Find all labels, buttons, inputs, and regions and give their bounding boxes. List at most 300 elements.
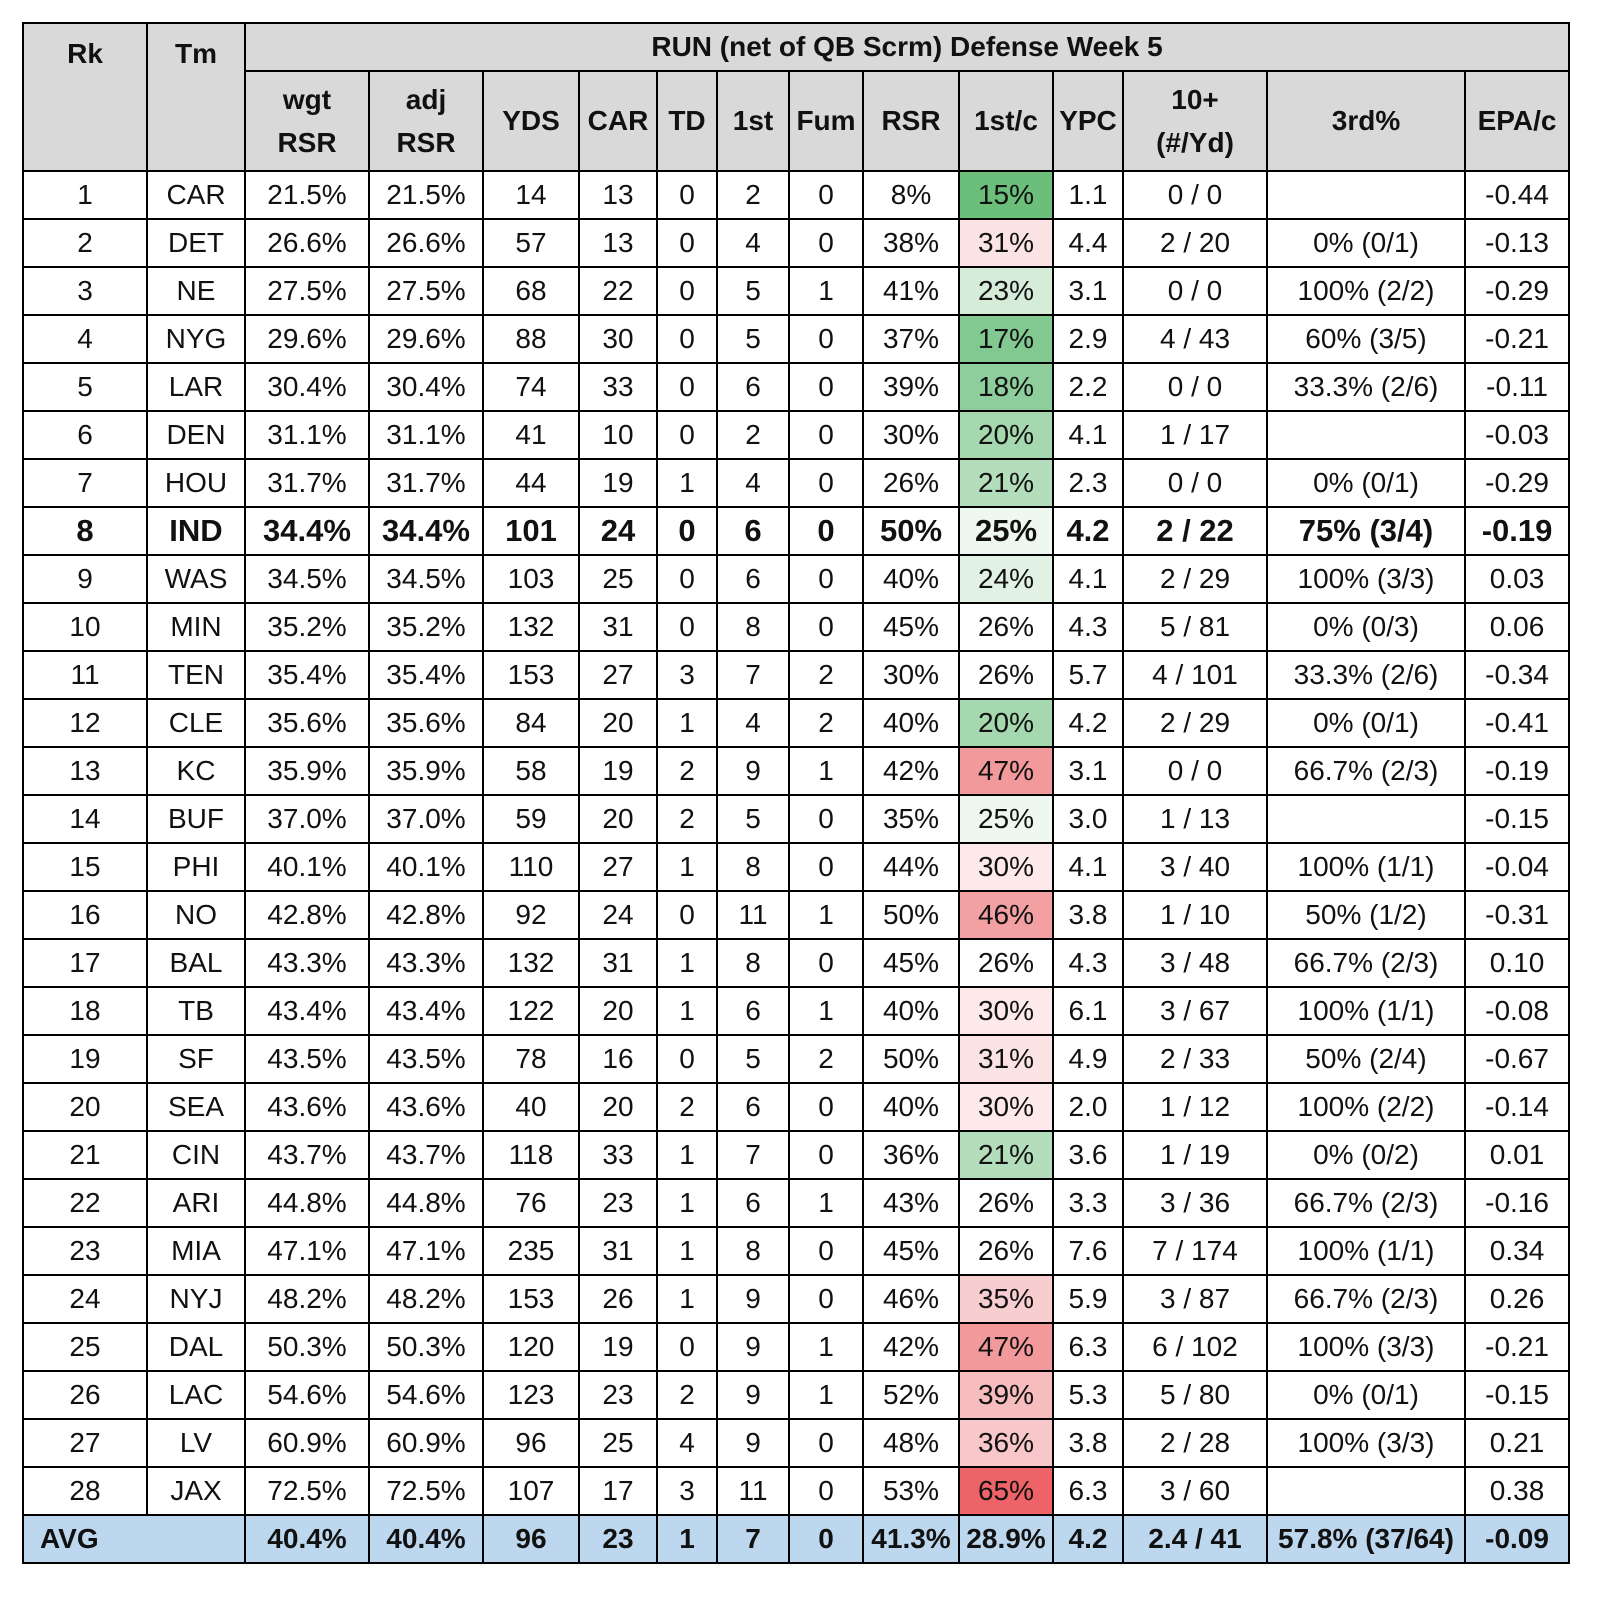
cell-1st-per-carry: 25% — [959, 795, 1053, 843]
cell-rank: 12 — [23, 699, 147, 747]
cell-10-plus: 2 / 29 — [1123, 699, 1267, 747]
cell-adj-rsr: 43.7% — [369, 1131, 483, 1179]
cell-fum: 2 — [789, 699, 863, 747]
cell-3rd-pct: 66.7% (2/3) — [1267, 747, 1465, 795]
cell-fum: 1 — [789, 267, 863, 315]
cell-epa-per-carry: 0.06 — [1465, 603, 1569, 651]
cell-1st: 7 — [717, 1131, 789, 1179]
col-header-fum: Fum — [789, 71, 863, 171]
cell-1st: 9 — [717, 1419, 789, 1467]
cell-yds: 132 — [483, 603, 579, 651]
cell-car: 17 — [579, 1467, 657, 1515]
cell-td: 1 — [657, 699, 717, 747]
cell-car: 19 — [579, 1323, 657, 1371]
run-defense-table — [22, 22, 1570, 1564]
cell-10-plus: 3 / 87 — [1123, 1275, 1267, 1323]
cell-team: TEN — [147, 651, 245, 699]
cell-wgt-rsr: 54.6% — [245, 1371, 369, 1419]
cell-3rd-pct: 100% (3/3) — [1267, 1323, 1465, 1371]
avg-rsr: 41.3% — [863, 1515, 959, 1563]
cell-td: 1 — [657, 1179, 717, 1227]
cell-team: NE — [147, 267, 245, 315]
cell-ypc: 7.6 — [1053, 1227, 1123, 1275]
cell-rank: 3 — [23, 267, 147, 315]
cell-yds: 120 — [483, 1323, 579, 1371]
cell-wgt-rsr: 43.7% — [245, 1131, 369, 1179]
cell-car: 33 — [579, 1131, 657, 1179]
cell-fum: 1 — [789, 891, 863, 939]
cell-epa-per-carry: 0.01 — [1465, 1131, 1569, 1179]
cell-1st-per-carry: 39% — [959, 1371, 1053, 1419]
cell-car: 30 — [579, 315, 657, 363]
cell-3rd-pct: 60% (3/5) — [1267, 315, 1465, 363]
cell-car: 24 — [579, 891, 657, 939]
cell-1st-per-carry: 15% — [959, 171, 1053, 219]
cell-car: 24 — [579, 507, 657, 555]
cell-ypc: 3.6 — [1053, 1131, 1123, 1179]
cell-td: 0 — [657, 555, 717, 603]
cell-td: 1 — [657, 459, 717, 507]
cell-3rd-pct: 66.7% (2/3) — [1267, 1179, 1465, 1227]
table-row — [23, 843, 1569, 891]
cell-ypc: 4.1 — [1053, 555, 1123, 603]
cell-ypc: 4.3 — [1053, 939, 1123, 987]
cell-1st-per-carry: 26% — [959, 1227, 1053, 1275]
table-row — [23, 555, 1569, 603]
cell-td: 1 — [657, 939, 717, 987]
cell-10-plus: 4 / 101 — [1123, 651, 1267, 699]
cell-yds: 57 — [483, 219, 579, 267]
cell-wgt-rsr: 43.6% — [245, 1083, 369, 1131]
cell-yds: 74 — [483, 363, 579, 411]
cell-10-plus: 4 / 43 — [1123, 315, 1267, 363]
cell-wgt-rsr: 35.4% — [245, 651, 369, 699]
cell-3rd-pct — [1267, 411, 1465, 459]
table-row — [23, 507, 1569, 555]
cell-fum: 0 — [789, 1131, 863, 1179]
cell-td: 3 — [657, 651, 717, 699]
cell-yds: 84 — [483, 699, 579, 747]
cell-3rd-pct: 66.7% (2/3) — [1267, 939, 1465, 987]
cell-wgt-rsr: 35.2% — [245, 603, 369, 651]
cell-10-plus: 3 / 60 — [1123, 1467, 1267, 1515]
cell-epa-per-carry: -0.67 — [1465, 1035, 1569, 1083]
col-header-rsr: RSR — [863, 71, 959, 171]
cell-wgt-rsr: 37.0% — [245, 795, 369, 843]
cell-10-plus: 7 / 174 — [1123, 1227, 1267, 1275]
cell-ypc: 4.4 — [1053, 219, 1123, 267]
cell-1st-per-carry: 47% — [959, 747, 1053, 795]
table-row — [23, 1035, 1569, 1083]
cell-team: CIN — [147, 1131, 245, 1179]
cell-10-plus: 1 / 12 — [1123, 1083, 1267, 1131]
cell-car: 23 — [579, 1371, 657, 1419]
cell-rank: 1 — [23, 171, 147, 219]
cell-adj-rsr: 35.2% — [369, 603, 483, 651]
cell-car: 20 — [579, 1083, 657, 1131]
cell-1st-per-carry: 25% — [959, 507, 1053, 555]
cell-car: 27 — [579, 651, 657, 699]
cell-epa-per-carry: -0.31 — [1465, 891, 1569, 939]
cell-team: BUF — [147, 795, 245, 843]
col-header-1st: 1st — [717, 71, 789, 171]
cell-td: 0 — [657, 891, 717, 939]
cell-1st-per-carry: 26% — [959, 651, 1053, 699]
cell-fum: 1 — [789, 1179, 863, 1227]
cell-adj-rsr: 35.9% — [369, 747, 483, 795]
cell-1st-per-carry: 35% — [959, 1275, 1053, 1323]
table-row — [23, 411, 1569, 459]
cell-1st: 6 — [717, 1083, 789, 1131]
cell-rsr: 44% — [863, 843, 959, 891]
cell-yds: 41 — [483, 411, 579, 459]
table-row — [23, 747, 1569, 795]
cell-td: 0 — [657, 1035, 717, 1083]
cell-td: 3 — [657, 1467, 717, 1515]
cell-1st: 5 — [717, 267, 789, 315]
cell-rank: 14 — [23, 795, 147, 843]
cell-team: DET — [147, 219, 245, 267]
cell-ypc: 4.3 — [1053, 603, 1123, 651]
cell-1st-per-carry: 31% — [959, 1035, 1053, 1083]
cell-ypc: 5.7 — [1053, 651, 1123, 699]
cell-rsr: 40% — [863, 555, 959, 603]
cell-10-plus: 2 / 20 — [1123, 219, 1267, 267]
cell-td: 0 — [657, 411, 717, 459]
cell-rsr: 48% — [863, 1419, 959, 1467]
col-header-tm: Tm — [147, 23, 245, 171]
col-header-epa-per-carry: EPA/c — [1465, 71, 1569, 171]
cell-car: 27 — [579, 843, 657, 891]
cell-fum: 0 — [789, 459, 863, 507]
cell-ypc: 2.2 — [1053, 363, 1123, 411]
avg-fum: 0 — [789, 1515, 863, 1563]
cell-td: 4 — [657, 1419, 717, 1467]
cell-1st-per-carry: 36% — [959, 1419, 1053, 1467]
cell-10-plus: 1 / 10 — [1123, 891, 1267, 939]
cell-ypc: 3.1 — [1053, 267, 1123, 315]
cell-adj-rsr: 27.5% — [369, 267, 483, 315]
table-row — [23, 1467, 1569, 1515]
cell-adj-rsr: 37.0% — [369, 795, 483, 843]
cell-ypc: 3.0 — [1053, 795, 1123, 843]
table-row — [23, 795, 1569, 843]
cell-1st: 4 — [717, 459, 789, 507]
cell-adj-rsr: 43.5% — [369, 1035, 483, 1083]
cell-wgt-rsr: 43.4% — [245, 987, 369, 1035]
cell-wgt-rsr: 50.3% — [245, 1323, 369, 1371]
cell-1st-per-carry: 30% — [959, 843, 1053, 891]
cell-wgt-rsr: 27.5% — [245, 267, 369, 315]
cell-epa-per-carry: -0.08 — [1465, 987, 1569, 1035]
cell-yds: 68 — [483, 267, 579, 315]
table-header — [23, 23, 1569, 171]
avg-car: 23 — [579, 1515, 657, 1563]
cell-yds: 107 — [483, 1467, 579, 1515]
cell-epa-per-carry: -0.11 — [1465, 363, 1569, 411]
cell-fum: 0 — [789, 1419, 863, 1467]
cell-rank: 6 — [23, 411, 147, 459]
cell-epa-per-carry: -0.13 — [1465, 219, 1569, 267]
cell-adj-rsr: 43.4% — [369, 987, 483, 1035]
cell-3rd-pct: 100% (3/3) — [1267, 1419, 1465, 1467]
cell-adj-rsr: 34.4% — [369, 507, 483, 555]
cell-1st: 6 — [717, 987, 789, 1035]
cell-rsr: 45% — [863, 603, 959, 651]
cell-rsr: 52% — [863, 1371, 959, 1419]
cell-ypc: 6.1 — [1053, 987, 1123, 1035]
table-row — [23, 699, 1569, 747]
cell-epa-per-carry: -0.41 — [1465, 699, 1569, 747]
table-footer — [23, 1515, 1569, 1563]
cell-rsr: 50% — [863, 507, 959, 555]
cell-wgt-rsr: 34.4% — [245, 507, 369, 555]
cell-ypc: 4.2 — [1053, 507, 1123, 555]
cell-adj-rsr: 54.6% — [369, 1371, 483, 1419]
cell-fum: 0 — [789, 171, 863, 219]
cell-rank: 21 — [23, 1131, 147, 1179]
cell-fum: 0 — [789, 1083, 863, 1131]
table-row — [23, 939, 1569, 987]
cell-rsr: 53% — [863, 1467, 959, 1515]
cell-epa-per-carry: -0.04 — [1465, 843, 1569, 891]
cell-team: KC — [147, 747, 245, 795]
cell-1st-per-carry: 26% — [959, 939, 1053, 987]
cell-ypc: 4.1 — [1053, 411, 1123, 459]
cell-team: DEN — [147, 411, 245, 459]
cell-adj-rsr: 47.1% — [369, 1227, 483, 1275]
cell-3rd-pct: 0% (0/1) — [1267, 699, 1465, 747]
avg-adj-rsr: 40.4% — [369, 1515, 483, 1563]
cell-1st: 6 — [717, 507, 789, 555]
cell-3rd-pct: 50% (1/2) — [1267, 891, 1465, 939]
cell-car: 23 — [579, 1179, 657, 1227]
cell-epa-per-carry: -0.29 — [1465, 459, 1569, 507]
cell-rsr: 30% — [863, 411, 959, 459]
cell-epa-per-carry: -0.21 — [1465, 1323, 1569, 1371]
cell-10-plus: 3 / 36 — [1123, 1179, 1267, 1227]
cell-wgt-rsr: 26.6% — [245, 219, 369, 267]
cell-rank: 23 — [23, 1227, 147, 1275]
cell-3rd-pct — [1267, 795, 1465, 843]
cell-wgt-rsr: 40.1% — [245, 843, 369, 891]
cell-yds: 153 — [483, 1275, 579, 1323]
cell-ypc: 3.3 — [1053, 1179, 1123, 1227]
cell-rsr: 50% — [863, 891, 959, 939]
cell-yds: 101 — [483, 507, 579, 555]
cell-rank: 26 — [23, 1371, 147, 1419]
cell-fum: 1 — [789, 747, 863, 795]
col-header-rk: Rk — [23, 23, 147, 171]
cell-td: 1 — [657, 1131, 717, 1179]
cell-1st: 8 — [717, 1227, 789, 1275]
cell-epa-per-carry: -0.15 — [1465, 795, 1569, 843]
cell-team: NYJ — [147, 1275, 245, 1323]
cell-fum: 0 — [789, 315, 863, 363]
cell-epa-per-carry: -0.44 — [1465, 171, 1569, 219]
cell-1st-per-carry: 20% — [959, 411, 1053, 459]
cell-wgt-rsr: 72.5% — [245, 1467, 369, 1515]
cell-epa-per-carry: 0.26 — [1465, 1275, 1569, 1323]
cell-car: 20 — [579, 987, 657, 1035]
cell-car: 10 — [579, 411, 657, 459]
cell-ypc: 6.3 — [1053, 1467, 1123, 1515]
cell-epa-per-carry: 0.10 — [1465, 939, 1569, 987]
cell-1st: 2 — [717, 411, 789, 459]
cell-1st: 11 — [717, 1467, 789, 1515]
cell-adj-rsr: 21.5% — [369, 171, 483, 219]
table-row — [23, 1371, 1569, 1419]
cell-yds: 88 — [483, 315, 579, 363]
cell-epa-per-carry: 0.38 — [1465, 1467, 1569, 1515]
cell-1st-per-carry: 21% — [959, 1131, 1053, 1179]
avg-yds: 96 — [483, 1515, 579, 1563]
cell-rank: 11 — [23, 651, 147, 699]
avg-wgt-rsr: 40.4% — [245, 1515, 369, 1563]
cell-adj-rsr: 34.5% — [369, 555, 483, 603]
cell-team: JAX — [147, 1467, 245, 1515]
cell-team: PHI — [147, 843, 245, 891]
cell-team: LAR — [147, 363, 245, 411]
cell-adj-rsr: 50.3% — [369, 1323, 483, 1371]
cell-rank: 2 — [23, 219, 147, 267]
cell-10-plus: 1 / 19 — [1123, 1131, 1267, 1179]
cell-1st: 4 — [717, 699, 789, 747]
cell-yds: 40 — [483, 1083, 579, 1131]
cell-rank: 16 — [23, 891, 147, 939]
cell-adj-rsr: 26.6% — [369, 219, 483, 267]
cell-3rd-pct: 100% (3/3) — [1267, 555, 1465, 603]
table-row — [23, 267, 1569, 315]
cell-rank: 7 — [23, 459, 147, 507]
cell-rank: 13 — [23, 747, 147, 795]
cell-1st-per-carry: 46% — [959, 891, 1053, 939]
cell-car: 20 — [579, 699, 657, 747]
cell-car: 31 — [579, 939, 657, 987]
cell-epa-per-carry: -0.29 — [1465, 267, 1569, 315]
avg-ypc: 4.2 — [1053, 1515, 1123, 1563]
cell-rsr: 42% — [863, 747, 959, 795]
table-row — [23, 1323, 1569, 1371]
cell-fum: 0 — [789, 219, 863, 267]
cell-1st-per-carry: 17% — [959, 315, 1053, 363]
col-header-10-plus: 10+ (#/Yd) — [1123, 71, 1267, 171]
cell-1st-per-carry: 21% — [959, 459, 1053, 507]
cell-td: 1 — [657, 843, 717, 891]
cell-td: 0 — [657, 507, 717, 555]
col-header-yds: YDS — [483, 71, 579, 171]
cell-fum: 0 — [789, 1275, 863, 1323]
cell-ypc: 4.2 — [1053, 699, 1123, 747]
cell-10-plus: 2 / 22 — [1123, 507, 1267, 555]
cell-team: NO — [147, 891, 245, 939]
cell-car: 25 — [579, 1419, 657, 1467]
cell-1st: 11 — [717, 891, 789, 939]
cell-rank: 25 — [23, 1323, 147, 1371]
cell-10-plus: 2 / 29 — [1123, 555, 1267, 603]
cell-epa-per-carry: -0.19 — [1465, 747, 1569, 795]
cell-rsr: 46% — [863, 1275, 959, 1323]
cell-car: 19 — [579, 459, 657, 507]
cell-epa-per-carry: 0.21 — [1465, 1419, 1569, 1467]
cell-fum: 2 — [789, 1035, 863, 1083]
cell-rank: 24 — [23, 1275, 147, 1323]
cell-wgt-rsr: 21.5% — [245, 171, 369, 219]
cell-rsr: 41% — [863, 267, 959, 315]
cell-1st-per-carry: 26% — [959, 603, 1053, 651]
cell-10-plus: 5 / 80 — [1123, 1371, 1267, 1419]
cell-td: 1 — [657, 1227, 717, 1275]
cell-10-plus: 3 / 67 — [1123, 987, 1267, 1035]
cell-1st: 5 — [717, 1035, 789, 1083]
cell-1st-per-carry: 26% — [959, 1179, 1053, 1227]
cell-1st: 9 — [717, 747, 789, 795]
cell-td: 0 — [657, 315, 717, 363]
cell-fum: 0 — [789, 411, 863, 459]
cell-fum: 0 — [789, 939, 863, 987]
col-header-1st-per-carry: 1st/c — [959, 71, 1053, 171]
table-row — [23, 1131, 1569, 1179]
cell-1st-per-carry: 30% — [959, 987, 1053, 1035]
cell-3rd-pct: 100% (2/2) — [1267, 267, 1465, 315]
cell-epa-per-carry: -0.19 — [1465, 507, 1569, 555]
cell-adj-rsr: 35.6% — [369, 699, 483, 747]
cell-wgt-rsr: 47.1% — [245, 1227, 369, 1275]
cell-10-plus: 0 / 0 — [1123, 459, 1267, 507]
cell-3rd-pct: 75% (3/4) — [1267, 507, 1465, 555]
table-body — [23, 171, 1569, 1515]
cell-10-plus: 6 / 102 — [1123, 1323, 1267, 1371]
cell-1st-per-carry: 24% — [959, 555, 1053, 603]
cell-wgt-rsr: 35.6% — [245, 699, 369, 747]
avg-3rd-pct: 57.8% (37/64) — [1267, 1515, 1465, 1563]
cell-10-plus: 0 / 0 — [1123, 747, 1267, 795]
cell-1st-per-carry: 30% — [959, 1083, 1053, 1131]
cell-rank: 17 — [23, 939, 147, 987]
cell-rsr: 30% — [863, 651, 959, 699]
cell-3rd-pct: 0% (0/1) — [1267, 459, 1465, 507]
cell-fum: 2 — [789, 651, 863, 699]
cell-yds: 118 — [483, 1131, 579, 1179]
cell-wgt-rsr: 43.5% — [245, 1035, 369, 1083]
cell-epa-per-carry: -0.21 — [1465, 315, 1569, 363]
cell-team: HOU — [147, 459, 245, 507]
cell-team: CLE — [147, 699, 245, 747]
cell-3rd-pct: 33.3% (2/6) — [1267, 651, 1465, 699]
cell-1st-per-carry: 18% — [959, 363, 1053, 411]
cell-epa-per-carry: -0.34 — [1465, 651, 1569, 699]
cell-team: IND — [147, 507, 245, 555]
table-row — [23, 363, 1569, 411]
cell-1st: 2 — [717, 171, 789, 219]
table-title: RUN (net of QB Scrm) Defense Week 5 — [245, 23, 1569, 71]
cell-yds: 153 — [483, 651, 579, 699]
cell-yds: 59 — [483, 795, 579, 843]
cell-1st: 6 — [717, 363, 789, 411]
cell-fum: 0 — [789, 1467, 863, 1515]
cell-1st: 5 — [717, 315, 789, 363]
cell-adj-rsr: 40.1% — [369, 843, 483, 891]
cell-td: 0 — [657, 171, 717, 219]
cell-car: 33 — [579, 363, 657, 411]
cell-wgt-rsr: 44.8% — [245, 1179, 369, 1227]
cell-3rd-pct: 0% (0/3) — [1267, 603, 1465, 651]
cell-td: 0 — [657, 603, 717, 651]
cell-rank: 9 — [23, 555, 147, 603]
cell-adj-rsr: 43.6% — [369, 1083, 483, 1131]
cell-ypc: 5.9 — [1053, 1275, 1123, 1323]
cell-ypc: 5.3 — [1053, 1371, 1123, 1419]
